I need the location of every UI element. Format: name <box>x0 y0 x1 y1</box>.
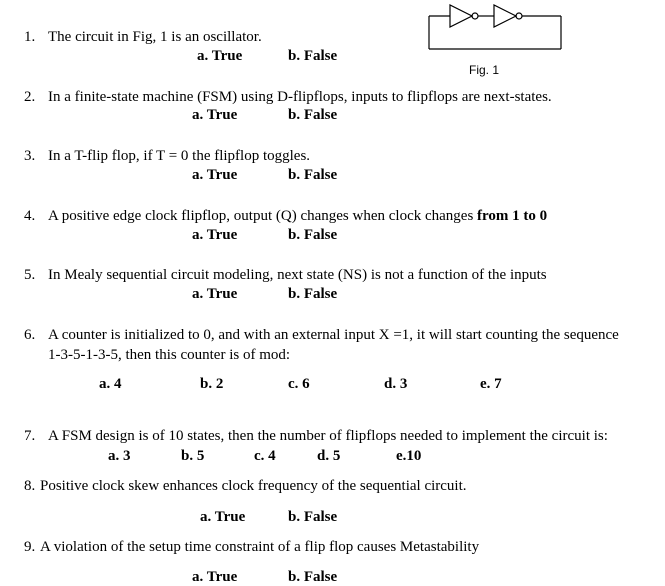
question-8-number: 8. <box>24 478 36 494</box>
question-4-option-a[interactable]: a. True <box>192 227 238 243</box>
question-3-text: In a T-flip flop, if T = 0 the flipflop toggles. <box>48 148 311 164</box>
question-6-option-c[interactable]: c. 6 <box>288 376 310 392</box>
question-9-option-a[interactable]: a. True <box>192 569 238 585</box>
question-7-option-b[interactable]: b. 5 <box>181 448 205 464</box>
question-5-text: In Mealy sequential circuit modeling, next state (NS) is not a function of the inputs <box>48 267 547 283</box>
question-3-option-b[interactable]: b. False <box>288 167 338 183</box>
question-4-option-b[interactable]: b. False <box>288 227 338 243</box>
question-6-text-line-2: 1-3-5-1-3-5, then this counter is of mod: <box>48 347 291 363</box>
question-6-text-line-1: A counter is initialized to 0, and with an external input X =1, it will start counting the sequence <box>48 327 619 343</box>
question-2-text: In a finite-state machine (FSM) using D-flipflops, inputs to flipflops are next-states. <box>48 89 552 105</box>
question-1-option-a[interactable]: a. True <box>197 48 243 64</box>
question-8-text: Positive clock skew enhances clock frequency of the sequential circuit. <box>40 478 467 494</box>
question-2-option-a[interactable]: a. True <box>192 107 238 123</box>
question-6-option-a[interactable]: a. 4 <box>99 376 122 392</box>
question-1-option-b[interactable]: b. False <box>288 48 338 64</box>
question-7-option-a[interactable]: a. 3 <box>108 448 131 464</box>
question-5-option-b[interactable]: b. False <box>288 286 338 302</box>
question-3-number: 3. <box>24 148 36 164</box>
question-7-text: A FSM design is of 10 states, then the number of flipflops needed to implement the circuit is: <box>48 428 608 444</box>
question-7-option-e[interactable]: e.10 <box>396 448 422 464</box>
question-8-option-a[interactable]: a. True <box>200 509 246 525</box>
question-6-option-e[interactable]: e. 7 <box>480 376 502 392</box>
question-8-option-b[interactable]: b. False <box>288 509 338 525</box>
fig1-inverter-loop-diagram <box>420 0 570 60</box>
question-4-text-emphasis: from 1 to 0 <box>477 208 548 224</box>
question-9-number: 9. <box>24 539 36 555</box>
question-6-option-d[interactable]: d. 3 <box>384 376 408 392</box>
question-7-option-c[interactable]: c. 4 <box>254 448 276 464</box>
question-5-option-a[interactable]: a. True <box>192 286 238 302</box>
question-4-text-main: A positive edge clock flipflop, output (Q) changes when clock changes <box>48 208 478 224</box>
question-5-number: 5. <box>24 267 36 283</box>
figure-caption: Fig. 1 <box>469 63 500 77</box>
question-7-number: 7. <box>24 428 36 444</box>
question-2-option-b[interactable]: b. False <box>288 107 338 123</box>
question-9-text: A violation of the setup time constraint of a flip flop causes Metastability <box>40 539 480 555</box>
question-1-text: The circuit in Fig, 1 is an oscillator. <box>48 29 262 45</box>
question-3-option-a[interactable]: a. True <box>192 167 238 183</box>
question-1-number: 1. <box>24 29 36 45</box>
question-9-option-b[interactable]: b. False <box>288 569 338 585</box>
question-6-number: 6. <box>24 327 36 343</box>
question-7-option-d[interactable]: d. 5 <box>317 448 341 464</box>
question-4-text <box>48 207 547 225</box>
question-4-number: 4. <box>24 208 36 224</box>
question-2-number: 2. <box>24 89 36 105</box>
question-6-option-b[interactable]: b. 2 <box>200 376 224 392</box>
